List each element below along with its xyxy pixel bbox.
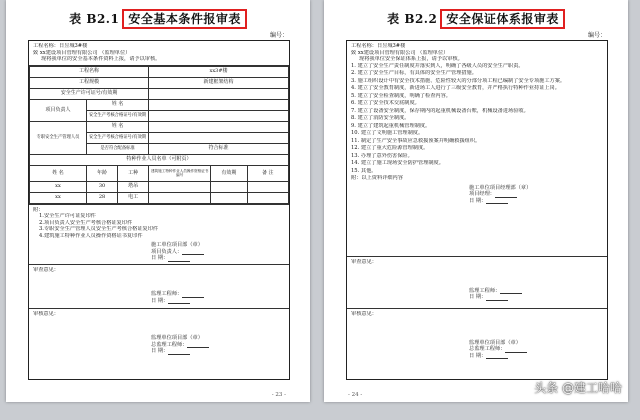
- list-item: 2. 建立了安全生产目标，有具体的安全生产管理措施。: [351, 70, 477, 77]
- addressee-line: 致 xx建设项目管理有限公司 （监理单位）: [351, 49, 449, 56]
- page-number: - 23 -: [271, 392, 286, 398]
- list-item: 1.安全生产许可证复印件: [39, 213, 96, 219]
- list-item: 13. 办理了意外伤害保险。: [351, 152, 413, 159]
- table-row: 安全生产许可证号/有效期: [30, 88, 289, 99]
- list-item: 5. 建立了安全检查制度，明确了检查内容。: [351, 92, 451, 99]
- list-item: 3. 施工组织设计中有安全技术措施、危险性较大的分部分项工程已编制了安全专项施工方案。: [351, 77, 566, 84]
- approval-block: 审核意见： 监理单位项目部（章） 总监理工程师： 日 期：: [29, 309, 289, 367]
- list-item: 8. 建立了消防安全制度。: [351, 115, 410, 122]
- contractor-signature: 施工单位项目经理部（章） 项目经理： 日 期：: [469, 184, 532, 204]
- table-row: 专职安全生产管理人员 姓 名: [30, 121, 289, 132]
- list-item: 15. 其他。: [351, 167, 377, 174]
- table-row: 项目负责人 姓 名: [30, 99, 289, 110]
- table-row: xx 28 电工: [30, 192, 289, 203]
- list-item: 2.项目负责人安全生产考核合格证复印件: [39, 219, 133, 226]
- intro-text: 现将我单位的安全基本条件资料上报，请予以审核。: [41, 56, 161, 62]
- list-item: 4. 建立了安全教育制度，新进场工人进行了三级安全教育，并严格执行特种作业持证上岗。: [351, 85, 560, 92]
- attachment-line: 附：以上资料详细内容: [351, 175, 403, 182]
- table-row: 姓 名 年龄 工种 建筑施工特种作业人员操作资格证书编号 有效期 备 注: [30, 165, 289, 181]
- table-row: 安全生产考核合格证号/有效期: [30, 110, 289, 121]
- review-block: 审查意见： 监理工程师： 日 期：: [347, 257, 607, 309]
- review-block: 审查意见： 监理工程师： 日 期：: [29, 265, 289, 309]
- engineer-signature: 监理工程师： 日 期：: [469, 288, 603, 301]
- project-name: 工程名称：日昱城3#楼: [33, 43, 88, 49]
- list-item: 11. 制定了生产安全事故应急救援预案并明确救援组织。: [351, 137, 481, 144]
- table-row: xx 30 塔吊: [30, 181, 289, 192]
- table-row: 特种作业人员名单（可附页）: [30, 154, 289, 165]
- page-number: - 24 -: [348, 392, 363, 398]
- basic-info-table: [29, 66, 289, 204]
- header-block: [29, 41, 289, 66]
- list-item: 6. 建立了安全技术交底制度。: [351, 100, 420, 107]
- table-row: 安全生产考核合格证号/有效期: [30, 132, 289, 143]
- list-item: 3.专职安全生产管理人员安全生产考核合格证复印件: [39, 226, 159, 232]
- chief-signature: 监理单位项目部（章） 总监理工程师： 日 期：: [151, 335, 285, 355]
- chief-signature: 监理单位项目部（章） 总监理工程师： 日 期：: [469, 340, 603, 360]
- list-item: 10. 建立了文明施工管理制度。: [351, 130, 424, 137]
- page-title: 表 B2.1 安全基本条件报审表: [6, 10, 310, 27]
- page-title: 表 B2.2 安全保证体系报审表: [324, 10, 628, 27]
- watermark: 头条 @建工哈哈: [534, 381, 622, 395]
- addressee-line: 致 xx建设项目管理有限公司 （监理单位）: [33, 49, 131, 56]
- form-body: [346, 40, 608, 380]
- table-row: 是否符合配备标准 符合标准: [30, 143, 289, 154]
- project-name: 工程名称：日昱城3#楼: [351, 43, 406, 49]
- list-item: 4.建筑施工特种作业人员操作资格证书复印件: [39, 232, 143, 239]
- document-page-right: [324, 0, 628, 402]
- serial-number-label: 编号：: [587, 32, 606, 39]
- serial-number-label: 编号：: [269, 32, 288, 39]
- list-item: 12. 建立了重大危险源管理制度。: [351, 145, 429, 152]
- header-block: [347, 41, 607, 257]
- table-row: 工程名称 xx3#楼: [30, 66, 289, 77]
- list-item: 9. 建立了建筑起重机械管理制度。: [351, 122, 431, 129]
- list-item: 1. 建立了安全生产责任制度并落实到人，明确了各级人员的安全生产职责。: [351, 62, 524, 69]
- intro-text: 现将我单位安全保证体系上报，请予以审核。: [359, 56, 463, 62]
- list-item: 14. 建立了施工现场安全防护管理制度。: [351, 160, 444, 167]
- approval-block: 审核意见： 监理单位项目部（章） 总监理工程师： 日 期：: [347, 309, 607, 379]
- title-highlight-box: 安全基本条件报审表: [122, 9, 247, 29]
- document-page-left: [6, 0, 310, 402]
- title-highlight-box: 安全保证体系报审表: [440, 9, 565, 29]
- table-row: 工程规模 新建框架结构: [30, 77, 289, 88]
- attachments-block: 附： 1.安全生产许可证复印件 2.项目负责人安全生产考核合格证复印件 3.专职安全生产管理人员安全生产考核合格证复印件 4.建筑施工特种作业人员操作资格证书复印件 施工单位项目部（章） 项目负责人： 日 期：: [29, 204, 289, 265]
- checklist: [351, 63, 603, 176]
- engineer-signature: 监理工程师： 日 期：: [151, 291, 285, 304]
- list-item: 7. 建立了设备安全制度，保存期内的起重机械设备台账，机械设备进场验收。: [351, 107, 529, 114]
- form-body: [28, 40, 290, 380]
- contractor-signature: 施工单位项目部（章） 项目负责人： 日 期：: [151, 242, 203, 261]
